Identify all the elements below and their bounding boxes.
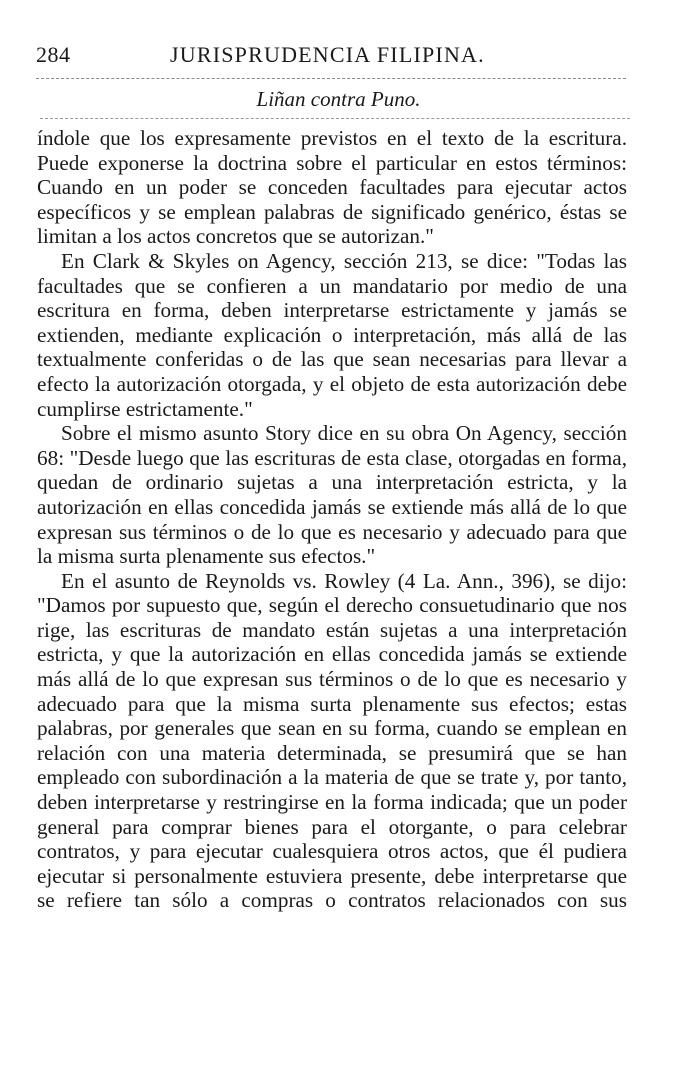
paragraph-4: En el asunto de Reynolds vs. Rowley (4 La. Ann., 396), se dijo: "Damos por supuesto que, según el derecho consuetudinario que nos rige, las escrituras de mandato están sujetas a una interpretación estricta, y que la autorización en ellas concedida jamás se extiende más allá de lo que expresan sus términos o de lo que es necesario y adecuado para que la misma surta plenamente sus efectos; estas palabras, por generales que sean en su forma, cuando se emplean en relación con una materia determinada, se presumirá que se han empleado con subordinación a la materia de que se trate y, por tanto, deben interpretarse y restringirse en la forma indicada; que un poder general para comprar bienes para el otorgante, o para celebrar contratos, y para ejecutar cualesquiera otros actos, que él pudiera ejecutar si personalmente estuviera presente, debe interpretarse que se refiere tan sólo a compras o contratos relacionados con sus [37,568,627,913]
body-text [37,126,627,913]
book-title: JURISPRUDENCIA FILIPINA. [170,42,485,67]
paragraph-1: índole que los expresamente previstos en el texto de la escritura. Puede exponerse la doctrina sobre el particular en estos términos: Cuando en un poder se conceden facultades para ejecutar actos específicos y se emplean palabras de significado genérico, éstas se limitan a los actos concretos que se autorizan." [37,126,627,249]
header-rule-top [36,78,626,79]
paragraph-2: En Clark & Skyles on Agency, sección 213, se dice: "Todas las facultades que se confieren a un mandatario por medio de una escritura en forma, deben interpretarse estrictamente y jamás se extienden, mediante explicación o interpretación, más allá de las textualmente conferidas o de las que sean necesarias para llevar a efecto la autorización otorgada, y el objeto de esta autorización debe cumplirse estrictamente." [37,248,627,421]
header-rule-bottom [40,118,630,119]
running-head [36,42,636,72]
page-number: 284 [36,42,71,67]
paragraph-3: Sobre el mismo asunto Story dice en su obra On Agency, sección 68: "Desde luego que las escrituras de esta clase, otorgadas en forma, quedan de ordinario sujetas a una interpretación estricta, y la autorización en ellas concedida jamás se extiende más allá de lo que expresan sus términos o de lo que es necesario y adecuado para que la misma surta plenamente sus efectos." [37,421,627,569]
case-title: Liñan contra Puno. [256,87,421,111]
